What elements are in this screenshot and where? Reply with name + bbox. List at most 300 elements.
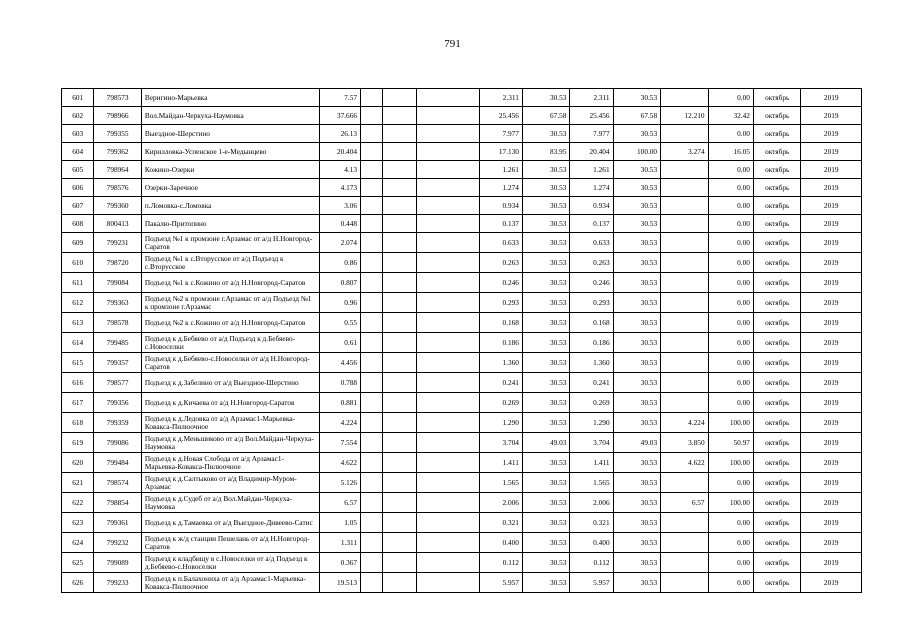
percent-1: 67.58 xyxy=(522,107,570,125)
month: октябрь xyxy=(753,473,801,493)
row-index: 603 xyxy=(62,125,94,143)
table-body xyxy=(62,89,862,593)
year: 2019 xyxy=(801,353,862,373)
length-km: 1.311 xyxy=(320,533,361,553)
empty-col xyxy=(417,125,480,143)
row-index: 609 xyxy=(62,233,94,253)
length-km: 4.173 xyxy=(320,179,361,197)
empty-col xyxy=(361,253,383,273)
empty-col xyxy=(417,333,480,353)
road-name: Подъезд к д.Судеб от а/д Вол.Майдан-Черкуха-Наумовка xyxy=(141,493,319,513)
value-2: 0.400 xyxy=(570,533,613,553)
length-km: 4.13 xyxy=(320,161,361,179)
value-3 xyxy=(661,313,709,333)
page-number: 791 xyxy=(444,38,461,50)
empty-col xyxy=(382,273,417,293)
value-2: 20.404 xyxy=(570,143,613,161)
percent-3: 0.00 xyxy=(708,533,753,553)
value-2: 1.565 xyxy=(570,473,613,493)
value-3 xyxy=(661,373,709,393)
month: октябрь xyxy=(753,125,801,143)
value-1: 0.186 xyxy=(479,333,522,353)
length-km: 0.96 xyxy=(320,293,361,313)
percent-1: 30.53 xyxy=(522,513,570,533)
percent-3: 0.00 xyxy=(708,89,753,107)
table-row xyxy=(62,253,862,273)
percent-1: 30.53 xyxy=(522,393,570,413)
table-row xyxy=(62,89,862,107)
road-code: 799232 xyxy=(94,533,142,553)
table-row xyxy=(62,313,862,333)
value-1: 1.411 xyxy=(479,453,522,473)
length-km: 0.86 xyxy=(320,253,361,273)
empty-col xyxy=(361,293,383,313)
percent-2: 30.53 xyxy=(613,161,661,179)
percent-2: 30.53 xyxy=(613,353,661,373)
year: 2019 xyxy=(801,493,862,513)
value-2: 0.633 xyxy=(570,233,613,253)
value-2: 1.274 xyxy=(570,179,613,197)
value-1: 1.360 xyxy=(479,353,522,373)
row-index: 611 xyxy=(62,273,94,293)
percent-3: 0.00 xyxy=(708,553,753,573)
road-name: Подъезд №1 к промзоне г.Арзамас от а/д Н.Новгород-Саратов xyxy=(141,233,319,253)
road-name: Подъезд к ж/д станции Пешелань от а/д Н.Новгород-Саратов xyxy=(141,533,319,553)
empty-col xyxy=(361,453,383,473)
empty-col xyxy=(417,513,480,533)
value-2: 2.006 xyxy=(570,493,613,513)
empty-col xyxy=(382,197,417,215)
value-3 xyxy=(661,573,709,593)
value-1: 25.456 xyxy=(479,107,522,125)
value-3: 3.274 xyxy=(661,143,709,161)
road-code: 798576 xyxy=(94,179,142,197)
road-code: 799355 xyxy=(94,125,142,143)
row-index: 625 xyxy=(62,553,94,573)
road-code: 799086 xyxy=(94,433,142,453)
value-3 xyxy=(661,513,709,533)
road-name: Веригино-Марьевка xyxy=(141,89,319,107)
value-1: 1.274 xyxy=(479,179,522,197)
value-1: 2.311 xyxy=(479,89,522,107)
road-name: п.Ломовка-с.Ломовка xyxy=(141,197,319,215)
road-name: Подъезд №2 к промзоне г.Арзамас от а/д Подъезд №1 к промзоне г.Арзамас xyxy=(141,293,319,313)
percent-3: 0.00 xyxy=(708,393,753,413)
row-index: 620 xyxy=(62,453,94,473)
length-km: 7.554 xyxy=(320,433,361,453)
percent-3: 0.00 xyxy=(708,573,753,593)
year: 2019 xyxy=(801,125,862,143)
year: 2019 xyxy=(801,573,862,593)
percent-3: 0.00 xyxy=(708,179,753,197)
year: 2019 xyxy=(801,143,862,161)
row-index: 623 xyxy=(62,513,94,533)
value-1: 0.633 xyxy=(479,233,522,253)
table-row xyxy=(62,215,862,233)
month: октябрь xyxy=(753,233,801,253)
length-km: 3.06 xyxy=(320,197,361,215)
road-code: 799360 xyxy=(94,197,142,215)
length-km: 0.788 xyxy=(320,373,361,393)
empty-col xyxy=(361,513,383,533)
value-2: 0.241 xyxy=(570,373,613,393)
percent-3: 32.42 xyxy=(708,107,753,125)
value-3: 6.57 xyxy=(661,493,709,513)
value-1: 0.241 xyxy=(479,373,522,393)
month: октябрь xyxy=(753,143,801,161)
percent-1: 49.03 xyxy=(522,433,570,453)
road-name: Вол.Майдан-Черкуха-Наумовка xyxy=(141,107,319,125)
value-3 xyxy=(661,533,709,553)
road-code: 798966 xyxy=(94,107,142,125)
empty-col xyxy=(417,433,480,453)
empty-col xyxy=(361,473,383,493)
road-code: 798578 xyxy=(94,313,142,333)
road-name: Подъезд №1 к с.Вторусское от а/д Подъезд к с.Вторусское xyxy=(141,253,319,273)
empty-col xyxy=(382,573,417,593)
empty-col xyxy=(417,373,480,393)
table-row xyxy=(62,533,862,553)
road-code: 798574 xyxy=(94,473,142,493)
empty-col xyxy=(382,89,417,107)
month: октябрь xyxy=(753,393,801,413)
table-row xyxy=(62,413,862,433)
percent-2: 30.53 xyxy=(613,215,661,233)
length-km: 19.513 xyxy=(320,573,361,593)
percent-1: 30.53 xyxy=(522,533,570,553)
empty-col xyxy=(417,313,480,333)
percent-2: 30.53 xyxy=(613,533,661,553)
value-2: 5.957 xyxy=(570,573,613,593)
value-2: 1.411 xyxy=(570,453,613,473)
road-data-table xyxy=(61,88,862,593)
row-index: 608 xyxy=(62,215,94,233)
table-row xyxy=(62,233,862,253)
empty-col xyxy=(417,253,480,273)
empty-col xyxy=(382,493,417,513)
empty-col xyxy=(417,89,480,107)
percent-2: 30.53 xyxy=(613,179,661,197)
road-code: 799356 xyxy=(94,393,142,413)
row-index: 617 xyxy=(62,393,94,413)
table-row xyxy=(62,273,862,293)
month: октябрь xyxy=(753,215,801,233)
empty-col xyxy=(382,533,417,553)
percent-3: 0.00 xyxy=(708,333,753,353)
month: октябрь xyxy=(753,573,801,593)
empty-col xyxy=(417,197,480,215)
row-index: 605 xyxy=(62,161,94,179)
percent-1: 30.53 xyxy=(522,493,570,513)
empty-col xyxy=(382,333,417,353)
percent-1: 30.53 xyxy=(522,253,570,273)
year: 2019 xyxy=(801,179,862,197)
empty-col xyxy=(361,125,383,143)
value-2: 3.704 xyxy=(570,433,613,453)
year: 2019 xyxy=(801,393,862,413)
empty-col xyxy=(361,433,383,453)
table-row xyxy=(62,473,862,493)
value-1: 5.957 xyxy=(479,573,522,593)
percent-1: 30.53 xyxy=(522,161,570,179)
row-index: 616 xyxy=(62,373,94,393)
length-km: 6.57 xyxy=(320,493,361,513)
length-km: 0.448 xyxy=(320,215,361,233)
road-name: Подъезд к п.Балахониха от а/д Арзамас1-Марьевка-Ковакса-Пилюочное xyxy=(141,573,319,593)
empty-col xyxy=(361,233,383,253)
road-code: 798720 xyxy=(94,253,142,273)
table-row xyxy=(62,179,862,197)
length-km: 37.666 xyxy=(320,107,361,125)
empty-col xyxy=(361,573,383,593)
length-km: 26.13 xyxy=(320,125,361,143)
value-3 xyxy=(661,197,709,215)
month: октябрь xyxy=(753,253,801,273)
road-name: Подъезд №2 к с.Кожино от а/д Н.Новгород-Саратов xyxy=(141,313,319,333)
value-1: 1.261 xyxy=(479,161,522,179)
value-3 xyxy=(661,233,709,253)
table-row xyxy=(62,453,862,473)
value-3 xyxy=(661,179,709,197)
length-km: 4.622 xyxy=(320,453,361,473)
empty-col xyxy=(417,143,480,161)
empty-col xyxy=(417,473,480,493)
year: 2019 xyxy=(801,273,862,293)
road-name: Кирилловка-Успенское 1-е-Медынцево xyxy=(141,143,319,161)
table-row xyxy=(62,125,862,143)
value-3: 4.622 xyxy=(661,453,709,473)
road-name: Подъезд №1 к с.Кожино от а/д Н.Новгород-Саратов xyxy=(141,273,319,293)
table-row xyxy=(62,493,862,513)
empty-col xyxy=(417,215,480,233)
empty-col xyxy=(361,493,383,513)
percent-3: 0.00 xyxy=(708,293,753,313)
year: 2019 xyxy=(801,313,862,333)
length-km: 0.367 xyxy=(320,553,361,573)
value-2: 2.311 xyxy=(570,89,613,107)
table-row xyxy=(62,373,862,393)
percent-1: 30.53 xyxy=(522,333,570,353)
percent-1: 30.53 xyxy=(522,413,570,433)
value-2: 1.290 xyxy=(570,413,613,433)
value-3 xyxy=(661,393,709,413)
month: октябрь xyxy=(753,89,801,107)
percent-2: 30.53 xyxy=(613,573,661,593)
length-km: 5.126 xyxy=(320,473,361,493)
empty-col xyxy=(382,215,417,233)
empty-col xyxy=(361,215,383,233)
length-km: 0.881 xyxy=(320,393,361,413)
year: 2019 xyxy=(801,513,862,533)
percent-2: 30.53 xyxy=(613,393,661,413)
empty-col xyxy=(417,413,480,433)
empty-col xyxy=(361,197,383,215)
value-2: 0.186 xyxy=(570,333,613,353)
value-1: 3.704 xyxy=(479,433,522,453)
empty-col xyxy=(382,179,417,197)
percent-3: 0.00 xyxy=(708,253,753,273)
percent-1: 30.53 xyxy=(522,233,570,253)
empty-col xyxy=(417,493,480,513)
month: октябрь xyxy=(753,333,801,353)
road-name: Подъезд к д.Салтыково от а/д Владимир-Муром-Арзамас xyxy=(141,473,319,493)
value-2: 0.263 xyxy=(570,253,613,273)
road-name: Подъезд к д.Ледовка от а/д Арзамас1-Марьевка-Ковакса-Пилюочное xyxy=(141,413,319,433)
table-row xyxy=(62,433,862,453)
percent-1: 30.53 xyxy=(522,453,570,473)
table-row xyxy=(62,573,862,593)
month: октябрь xyxy=(753,179,801,197)
table-row xyxy=(62,353,862,373)
value-2: 0.137 xyxy=(570,215,613,233)
percent-3: 0.00 xyxy=(708,473,753,493)
month: октябрь xyxy=(753,533,801,553)
year: 2019 xyxy=(801,107,862,125)
value-2: 0.246 xyxy=(570,273,613,293)
month: октябрь xyxy=(753,493,801,513)
empty-col xyxy=(382,353,417,373)
percent-2: 30.53 xyxy=(613,513,661,533)
road-name: Подъезд к д.Забелино от а/д Выездное-Шерстино xyxy=(141,373,319,393)
percent-1: 30.53 xyxy=(522,353,570,373)
percent-3: 100.00 xyxy=(708,413,753,433)
percent-3: 0.00 xyxy=(708,197,753,215)
empty-col xyxy=(382,373,417,393)
empty-col xyxy=(361,333,383,353)
row-index: 615 xyxy=(62,353,94,373)
value-3 xyxy=(661,293,709,313)
value-3 xyxy=(661,473,709,493)
year: 2019 xyxy=(801,453,862,473)
month: октябрь xyxy=(753,373,801,393)
year: 2019 xyxy=(801,197,862,215)
empty-col xyxy=(382,107,417,125)
empty-col xyxy=(382,293,417,313)
road-code: 798573 xyxy=(94,89,142,107)
percent-2: 30.53 xyxy=(613,253,661,273)
value-1: 0.934 xyxy=(479,197,522,215)
percent-2: 30.53 xyxy=(613,89,661,107)
year: 2019 xyxy=(801,433,862,453)
percent-1: 30.53 xyxy=(522,473,570,493)
empty-col xyxy=(417,233,480,253)
percent-1: 30.53 xyxy=(522,89,570,107)
road-code: 798964 xyxy=(94,161,142,179)
empty-col xyxy=(417,553,480,573)
month: октябрь xyxy=(753,293,801,313)
month: октябрь xyxy=(753,313,801,333)
empty-col xyxy=(417,293,480,313)
row-index: 607 xyxy=(62,197,94,215)
month: октябрь xyxy=(753,413,801,433)
year: 2019 xyxy=(801,215,862,233)
percent-2: 30.53 xyxy=(613,125,661,143)
row-index: 606 xyxy=(62,179,94,197)
value-1: 0.246 xyxy=(479,273,522,293)
month: октябрь xyxy=(753,353,801,373)
length-km: 0.61 xyxy=(320,333,361,353)
row-index: 626 xyxy=(62,573,94,593)
year: 2019 xyxy=(801,333,862,353)
value-3 xyxy=(661,89,709,107)
value-2: 0.168 xyxy=(570,313,613,333)
road-name: Выездное-Шерстино xyxy=(141,125,319,143)
road-code: 799484 xyxy=(94,453,142,473)
row-index: 619 xyxy=(62,433,94,453)
row-index: 613 xyxy=(62,313,94,333)
value-1: 7.977 xyxy=(479,125,522,143)
empty-col xyxy=(361,393,383,413)
empty-col xyxy=(417,161,480,179)
table-row xyxy=(62,143,862,161)
percent-2: 30.53 xyxy=(613,493,661,513)
percent-3: 0.00 xyxy=(708,215,753,233)
table-row xyxy=(62,293,862,313)
value-1: 0.293 xyxy=(479,293,522,313)
value-3: 12.210 xyxy=(661,107,709,125)
percent-1: 83.95 xyxy=(522,143,570,161)
road-code: 799363 xyxy=(94,293,142,313)
month: октябрь xyxy=(753,453,801,473)
empty-col xyxy=(361,373,383,393)
road-code: 799084 xyxy=(94,273,142,293)
road-code: 798854 xyxy=(94,493,142,513)
length-km: 20.404 xyxy=(320,143,361,161)
month: октябрь xyxy=(753,161,801,179)
row-index: 614 xyxy=(62,333,94,353)
empty-col xyxy=(417,393,480,413)
row-index: 622 xyxy=(62,493,94,513)
value-3 xyxy=(661,215,709,233)
percent-2: 30.53 xyxy=(613,473,661,493)
table-row xyxy=(62,513,862,533)
empty-col xyxy=(361,89,383,107)
year: 2019 xyxy=(801,533,862,553)
row-index: 602 xyxy=(62,107,94,125)
value-2: 0.112 xyxy=(570,553,613,573)
empty-col xyxy=(382,253,417,273)
value-2: 0.934 xyxy=(570,197,613,215)
value-1: 0.112 xyxy=(479,553,522,573)
year: 2019 xyxy=(801,293,862,313)
value-3 xyxy=(661,333,709,353)
empty-col xyxy=(361,107,383,125)
year: 2019 xyxy=(801,161,862,179)
percent-2: 67.58 xyxy=(613,107,661,125)
value-1: 17.130 xyxy=(479,143,522,161)
value-2: 0.269 xyxy=(570,393,613,413)
empty-col xyxy=(361,553,383,573)
percent-3: 16.05 xyxy=(708,143,753,161)
value-2: 0.321 xyxy=(570,513,613,533)
length-km: 0.55 xyxy=(320,313,361,333)
percent-3: 0.00 xyxy=(708,125,753,143)
percent-3: 0.00 xyxy=(708,313,753,333)
value-3 xyxy=(661,273,709,293)
percent-2: 30.53 xyxy=(613,553,661,573)
empty-col xyxy=(382,393,417,413)
empty-col xyxy=(417,107,480,125)
empty-col xyxy=(417,453,480,473)
percent-2: 30.53 xyxy=(613,273,661,293)
empty-col xyxy=(417,273,480,293)
value-1: 2.006 xyxy=(479,493,522,513)
road-name: Подъезд к д.Тамаевка от а/д Выездное-Дивеево-Сатис xyxy=(141,513,319,533)
percent-1: 30.53 xyxy=(522,215,570,233)
value-1: 0.321 xyxy=(479,513,522,533)
percent-1: 30.53 xyxy=(522,273,570,293)
percent-2: 30.53 xyxy=(613,197,661,215)
